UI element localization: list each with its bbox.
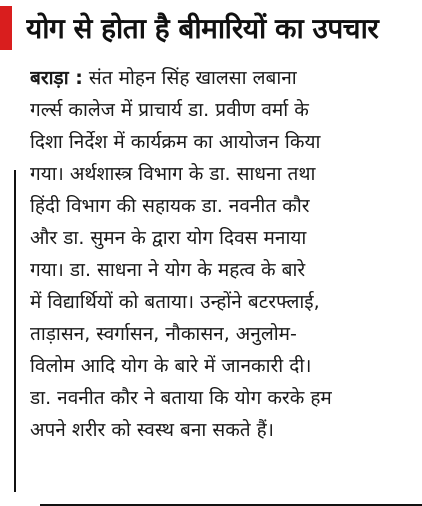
headline: योग से होता है बीमारियों का उपचार <box>26 12 379 45</box>
article-line: और डा. सुमन के द्वारा योग दिवस मनाया <box>30 227 307 249</box>
headline-accent-bar <box>0 6 12 50</box>
article-line-text: संत मोहन सिंह खालसा लबाना <box>88 67 297 89</box>
column-rule-left <box>14 170 16 492</box>
article-line: अपने शरीर को स्वस्थ बना सकते हैं। <box>30 419 274 441</box>
article-line: गर्ल्स कालेज में प्राचार्य डा. प्रवीण वर्मा के <box>30 99 309 121</box>
article-line <box>30 62 416 94</box>
article-line: डा. नवनीत कौर ने बताया कि योग करके हम <box>30 387 332 409</box>
dateline: बराड़ा : <box>30 67 83 89</box>
article-line: गया। अर्थशास्त्र विभाग के डा. साधना तथा <box>30 163 316 185</box>
article-line: विलोम आदि योग के बारे में जानकारी दी। <box>30 355 312 377</box>
article-line: गया। डा. साधना ने योग के महत्व के बारे <box>30 259 306 281</box>
article-line: में विद्यार्थियों को बताया। उन्होंने बटरफ्लाई, <box>30 291 320 313</box>
article-line: हिंदी विभाग की सहायक डा. नवनीत कौर <box>30 195 310 217</box>
article-body <box>30 62 416 446</box>
article-line: दिशा निर्देश में कार्यक्रम का आयोजन किया <box>30 131 321 153</box>
article-line: ताड़ासन, स्वर्गासन, नौकासन, अनुलोम- <box>30 323 297 345</box>
